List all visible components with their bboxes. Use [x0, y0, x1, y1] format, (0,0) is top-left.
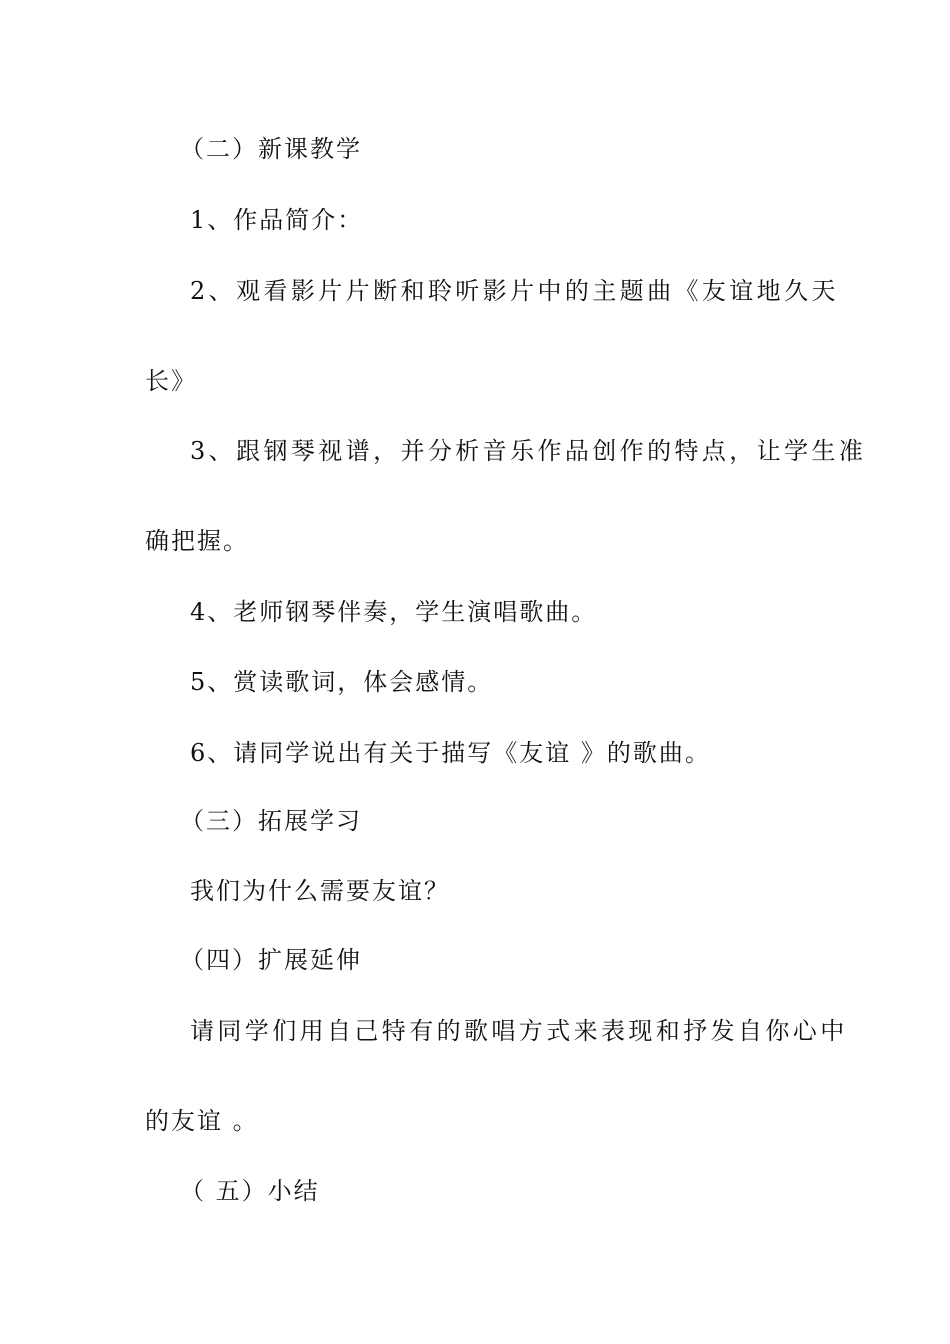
paragraph-item-2-continued: 长》 [145, 367, 197, 395]
paragraph-item-3-continued: 确把握。 [145, 527, 249, 555]
paragraph-item-5: 5、赏读歌词，体会感情。 [190, 668, 494, 696]
paragraph-item-3: 3、跟钢琴视谱，并分析音乐作品创作的特点，让学生准 [190, 437, 867, 465]
section-heading-extension: （四）扩展延伸 [180, 946, 362, 974]
paragraph-item-2: 2、观看影片片断和聆听影片中的主题曲《友谊地久天 [190, 277, 839, 305]
paragraph-item-1: 1、作品简介： [190, 206, 364, 234]
paragraph-extension-continued: 的友谊 。 [145, 1107, 259, 1135]
section-heading-extended-learning: （三）拓展学习 [180, 807, 362, 835]
section-heading-new-lesson: （二）新课教学 [180, 135, 362, 163]
paragraph-item-4: 4、老师钢琴伴奏，学生演唱歌曲。 [190, 598, 598, 626]
section-heading-summary: （ 五）小结 [180, 1177, 320, 1205]
paragraph-extension: 请同学们用自己特有的歌唱方式来表现和抒发自你心中 [190, 1017, 848, 1045]
paragraph-question: 我们为什么需要友谊？ [190, 877, 450, 905]
paragraph-item-6: 6、请同学说出有关于描写《友谊 》的歌曲。 [190, 739, 711, 767]
